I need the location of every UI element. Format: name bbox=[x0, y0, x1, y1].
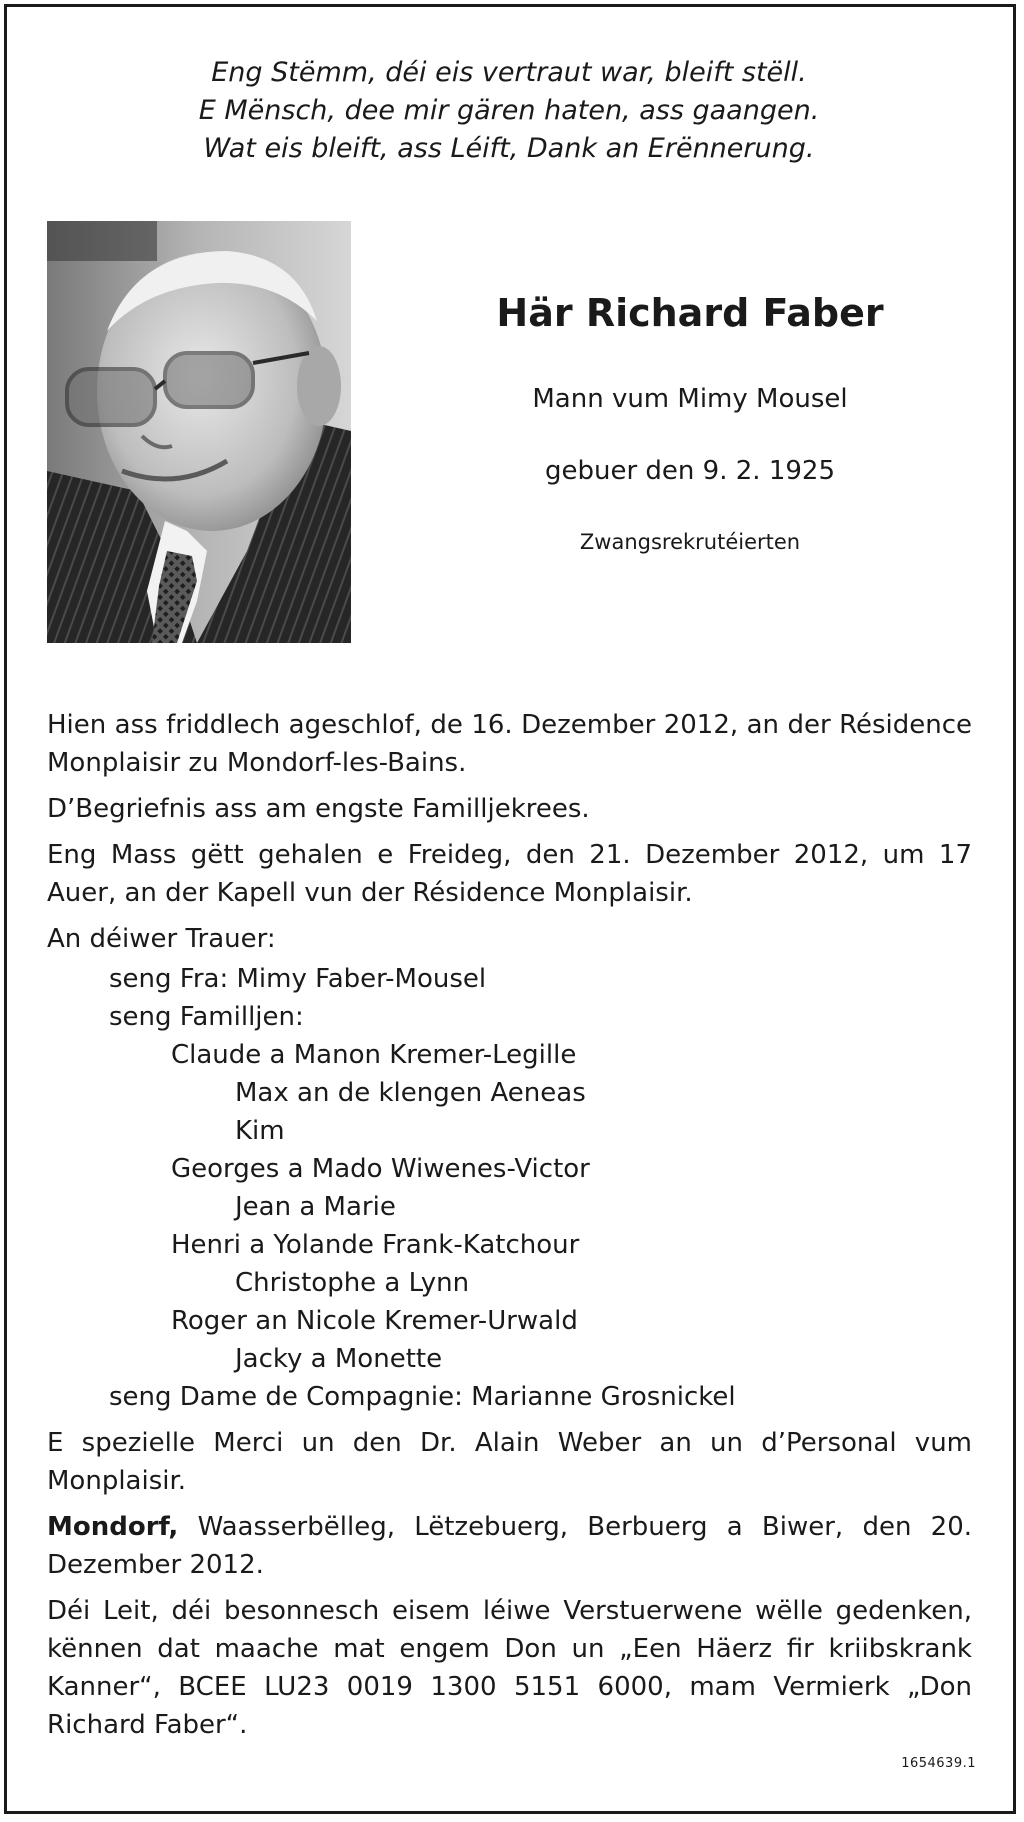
place-name: Mondorf, bbox=[47, 1512, 179, 1542]
thanks-paragraph: E spezielle Merci un den Dr. Alain Weber an un d’Personal vum Monplaisir. bbox=[47, 1428, 972, 1496]
mass-paragraph: Eng Mass gëtt gehalen e Freideg, den 21. Dezember 2012, um 17 Auer, an der Kapell vun der Résidence Monplaisir. bbox=[47, 840, 972, 908]
obituary-body bbox=[47, 706, 972, 1752]
birth-date-line: gebuer den 9. 2. 1925 bbox=[545, 456, 835, 486]
verse-line-1: Eng Stëmm, déi eis vertraut war, bleift stëll. bbox=[211, 57, 807, 88]
mourners-list bbox=[47, 960, 972, 1416]
mourner-line: Jean a Marie bbox=[235, 1192, 396, 1222]
reference-number: 1654639.1 bbox=[901, 1756, 976, 1771]
mourner-line: Henri a Yolande Frank-Katchour bbox=[171, 1230, 580, 1260]
memorial-verse bbox=[0, 54, 1018, 168]
deceased-header bbox=[420, 290, 960, 556]
place-date-paragraph bbox=[47, 1508, 972, 1584]
mourner-line: Kim bbox=[235, 1116, 285, 1146]
mourner-line: Max an de klengen Aeneas bbox=[235, 1078, 586, 1108]
verse-line-2: E Mënsch, dee mir gären haten, ass gaangen. bbox=[198, 95, 820, 126]
mourner-line: Georges a Mado Wiwenes-Victor bbox=[171, 1154, 590, 1184]
deceased-name: Här Richard Faber bbox=[496, 291, 884, 335]
mourner-line: Jacky a Monette bbox=[235, 1344, 443, 1374]
portrait-photo bbox=[47, 221, 351, 643]
place-date-rest: Waasserbëlleg, Lëtzebuerg, Berbuerg a Biwer, den 20. Dezember 2012. bbox=[47, 1512, 973, 1580]
mourners-heading: An déiwer Trauer: bbox=[47, 924, 276, 954]
status-line: Zwangsrekrutéierten bbox=[579, 530, 801, 554]
spouse-line: Mann vum Mimy Mousel bbox=[532, 384, 848, 414]
mourner-line: seng Dame de Compagnie: Marianne Grosnickel bbox=[109, 1382, 736, 1412]
mourner-line: Claude a Manon Kremer-Legille bbox=[171, 1040, 577, 1070]
donation-paragraph: Déi Leit, déi besonnesch eisem léiwe Verstuerwene wëlle gedenken, kënnen dat maache mat engem Don un „Een Häerz fir kriibskrank Kanner“, BCEE LU23 0019 1300 5151 6000, mam Vermierk „Don Richard Faber“. bbox=[47, 1596, 972, 1740]
passing-paragraph: Hien ass friddlech ageschlof, de 16. Dezember 2012, an der Résidence Monplaisir zu Mondorf-les-Bains. bbox=[47, 710, 972, 778]
verse-line-3: Wat eis bleift, ass Léift, Dank an Erënnerung. bbox=[203, 133, 815, 164]
mourner-line: seng Fra: Mimy Faber-Mousel bbox=[109, 964, 487, 994]
funeral-paragraph: D’Begriefnis ass am engste Familljekrees. bbox=[47, 794, 590, 824]
mourner-line: Roger an Nicole Kremer-Urwald bbox=[171, 1306, 578, 1336]
mourner-line: Christophe a Lynn bbox=[235, 1268, 470, 1298]
mourner-line: seng Familljen: bbox=[109, 1002, 304, 1032]
